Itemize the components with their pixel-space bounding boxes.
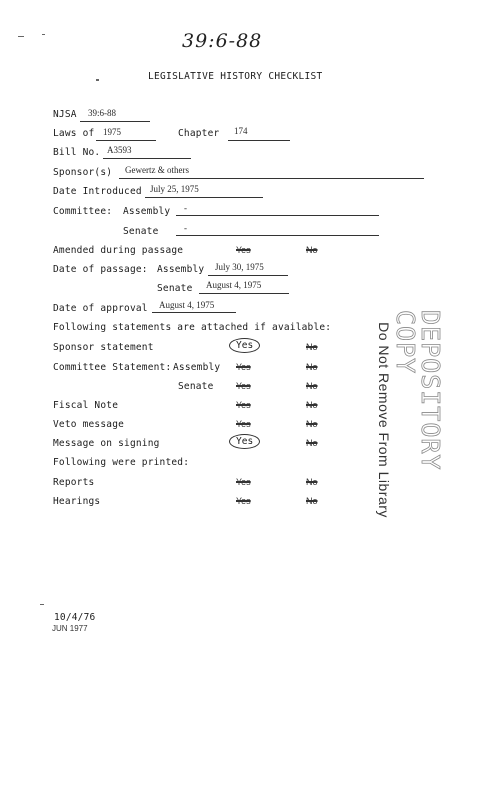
committee-senate-label: Senate: [123, 226, 159, 237]
committee-statement-senate-label: Senate: [178, 381, 214, 392]
footer-stamp-date: JUN 1977: [52, 624, 88, 633]
date-of-passage-label: Date of passage:: [53, 264, 148, 275]
date-introduced-underline: [145, 197, 263, 198]
laws-of-underline: [96, 140, 156, 141]
bill-no-underline: [103, 158, 191, 159]
sponsor-statement-no-option: No: [306, 342, 318, 352]
fiscal-note-yes-option: Yes: [236, 400, 251, 410]
stray-mark: [96, 79, 99, 81]
footer-date: 10/4/76: [54, 612, 96, 623]
njsa-label: NJSA: [53, 109, 77, 120]
amended-no-option: No: [306, 245, 318, 255]
committee-statement-senate-no-option: No: [306, 381, 318, 391]
message-on-signing-yes-circled: Yes: [229, 434, 260, 449]
committee-assembly-label: Assembly: [123, 206, 171, 217]
date-introduced-value: July 25, 1975: [150, 184, 199, 194]
committee-label: Committee:: [53, 206, 113, 217]
committee-statement-assembly-no-option: No: [306, 362, 318, 372]
bill-no-label: Bill No.: [53, 147, 101, 158]
passage-senate-value: August 4, 1975: [206, 280, 262, 290]
printed-header: Following were printed:: [53, 457, 190, 468]
hearings-yes-option: Yes: [236, 496, 251, 506]
veto-message-no-option: No: [306, 419, 318, 429]
stray-mark: [18, 36, 24, 37]
committee-statement-senate-yes-option: Yes: [236, 381, 251, 391]
veto-message-label: Veto message: [53, 419, 125, 430]
committee-assembly-underline: [176, 215, 379, 216]
veto-message-yes-option: Yes: [236, 419, 251, 429]
laws-of-label: Laws of: [53, 128, 95, 139]
committee-assembly-value: -: [184, 203, 187, 213]
fiscal-note-label: Fiscal Note: [53, 400, 119, 411]
stray-mark: [42, 34, 45, 35]
passage-assembly-value: July 30, 1975: [215, 262, 264, 272]
committee-senate-underline: [176, 235, 379, 236]
date-of-approval-value: August 4, 1975: [159, 300, 215, 310]
chapter-label: Chapter: [178, 128, 220, 139]
amended-yes-option: Yes: [236, 245, 251, 255]
chapter-value: 174: [234, 126, 248, 136]
message-on-signing-label: Message on signing: [53, 438, 160, 449]
chapter-underline: [228, 140, 290, 141]
date-introduced-label: Date Introduced: [53, 186, 142, 197]
stray-mark: [40, 604, 44, 605]
date-of-approval-underline: [152, 312, 236, 313]
committee-statement-label: Committee Statement:: [53, 362, 172, 373]
committee-statement-assembly-label: Assembly: [173, 362, 221, 373]
page-title: LEGISLATIVE HISTORY CHECKLIST: [148, 71, 323, 82]
passage-assembly-underline: [208, 275, 288, 276]
committee-senate-value: -: [184, 223, 187, 233]
bill-no-value: A3593: [107, 145, 132, 155]
sponsor-statement-yes-circled: Yes: [229, 338, 260, 353]
statements-header: Following statements are attached if available:: [53, 322, 332, 333]
stamp-do-not-remove: Do Not Remove From Library: [376, 322, 392, 518]
sponsors-label: Sponsor(s): [53, 167, 113, 178]
amended-label: Amended during passage: [53, 245, 184, 256]
sponsors-underline: [119, 178, 424, 179]
passage-senate-underline: [199, 293, 289, 294]
fiscal-note-no-option: No: [306, 400, 318, 410]
depository-copy-stamp: [376, 310, 445, 530]
hearings-label: Hearings: [53, 496, 101, 507]
passage-senate-label: Senate: [157, 283, 193, 294]
njsa-underline: [80, 121, 150, 122]
hearings-no-option: No: [306, 496, 318, 506]
laws-of-value: 1975: [103, 127, 121, 137]
reports-label: Reports: [53, 477, 95, 488]
date-of-approval-label: Date of approval: [53, 303, 148, 314]
stamp-depository-copy: DEPOSITORY COPY: [391, 310, 445, 471]
reports-yes-option: Yes: [236, 477, 251, 487]
passage-assembly-label: Assembly: [157, 264, 205, 275]
committee-statement-assembly-yes-option: Yes: [236, 362, 251, 372]
message-on-signing-no-option: No: [306, 438, 318, 448]
reports-no-option: No: [306, 477, 318, 487]
handwritten-statute-number: 39:6-88: [182, 30, 263, 52]
njsa-value: 39:6-88: [88, 108, 116, 118]
sponsors-value: Gewertz & others: [125, 165, 189, 175]
sponsor-statement-label: Sponsor statement: [53, 342, 154, 353]
